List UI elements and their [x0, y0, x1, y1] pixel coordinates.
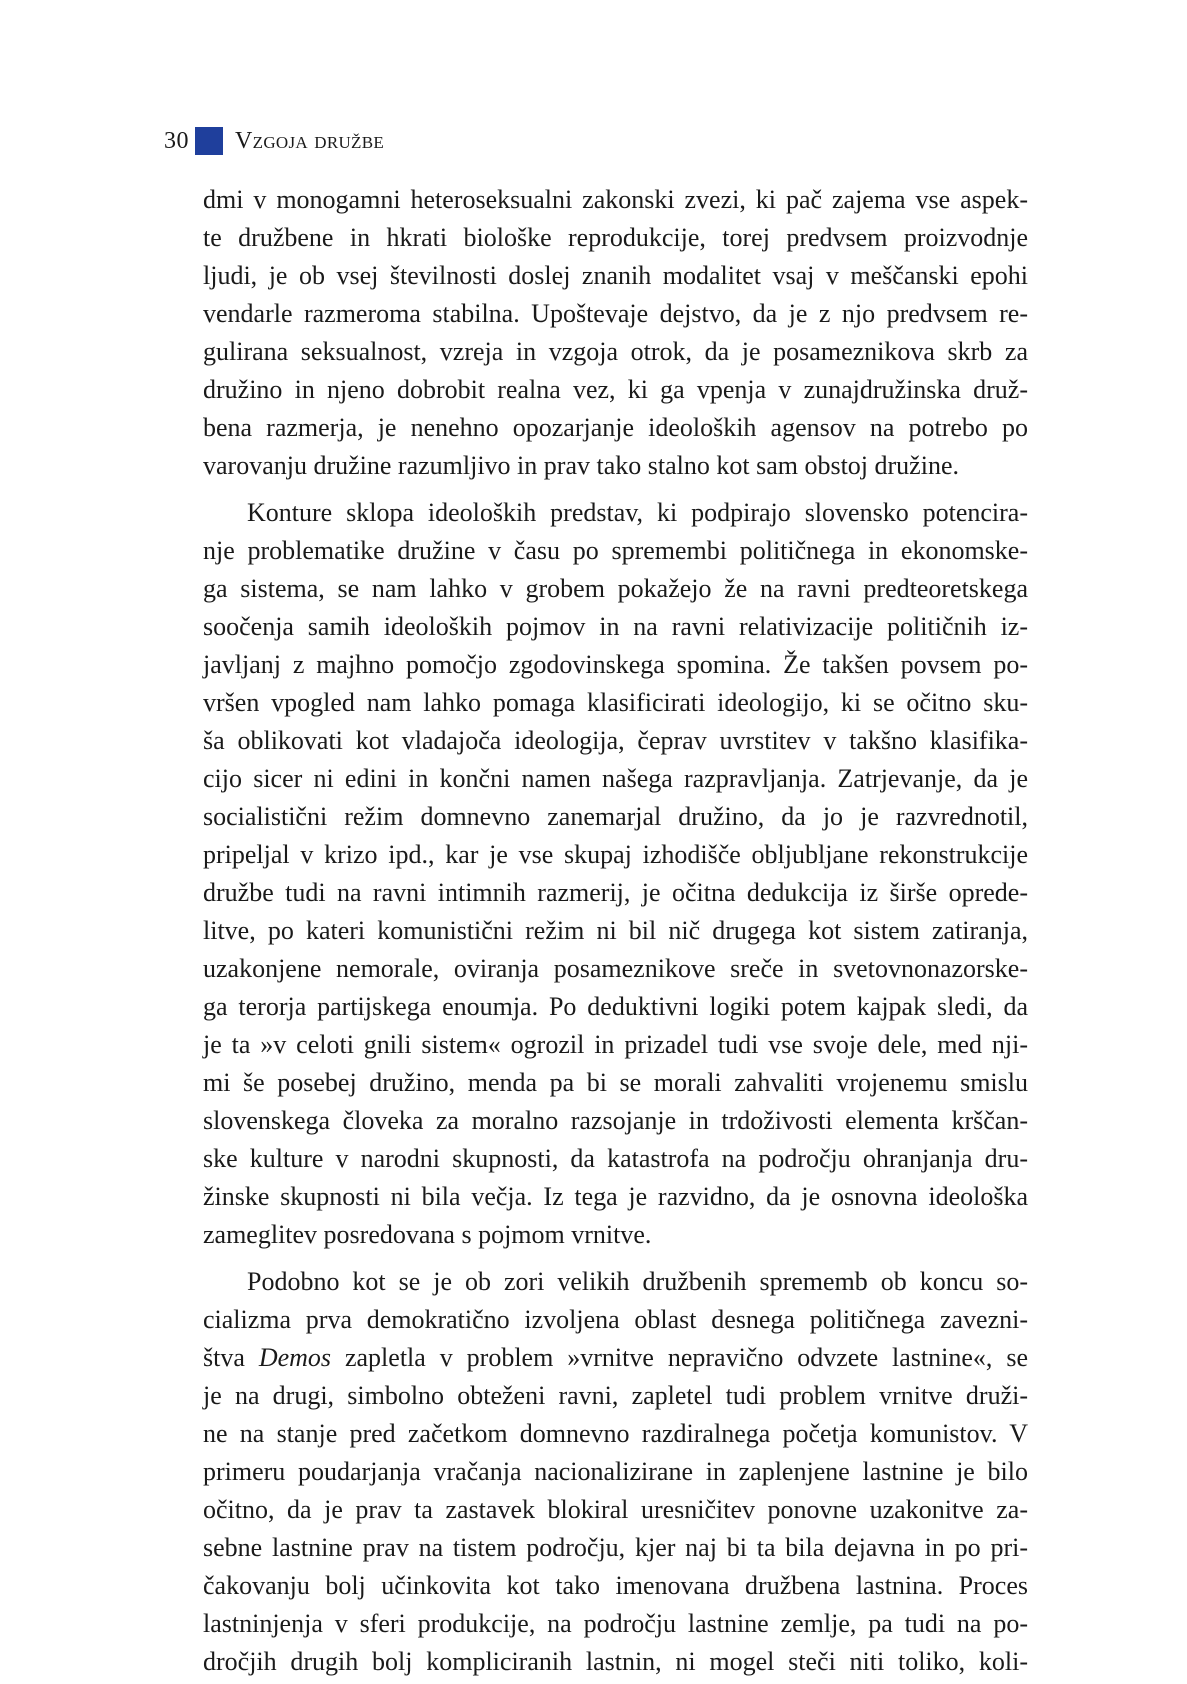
text-line: družbe tudi na ravni intimnih razmerij, je očitna dedukcija iz širše opredе- — [203, 878, 1028, 907]
text-line: štva Demos zapletla v problem »vrnitve nepravično odvzete lastnine«, se — [203, 1343, 1029, 1372]
text-line: očitno, da je prav ta zastavek blokiral uresničitev ponovne uzakonitve za- — [203, 1495, 1028, 1524]
text-line: dmi v monogamni heteroseksualni zakonski zvezi, ki pač zajema vse aspek- — [203, 185, 1028, 214]
text-line: gulirana seksualnost, vzreja in vzgoja otrok, da je posameznikova skrb za — [203, 337, 1028, 366]
text-line: ne na stanje pred začetkom domnevno razdiralnega početja komunistov. V — [203, 1419, 1028, 1448]
text-line: primeru poudarjanja vračanja nacionalizirane in zaplenjene lastnine je bilo — [203, 1457, 1028, 1486]
text-line: Podobno kot se je ob zori velikih družbenih sprememb ob koncu so- — [247, 1267, 1028, 1296]
text-line: ša oblikovati kot vladajoča ideologija, čeprav uvrstitev v takšno klasifika- — [203, 726, 1028, 755]
paragraph-gap — [203, 1254, 1028, 1263]
text-line: vršen vpogled nam lahko pomaga klasificirati ideologijo, ki se očitno sku- — [203, 688, 1028, 717]
text-line: pripeljal v krizo ipd., kar je vse skupaj izhodišče obljubljane rekonstrukcije — [203, 840, 1028, 869]
text-line: lastninjenja v sferi produkcije, na področju lastnine zemlje, pa tudi na po- — [203, 1609, 1028, 1638]
italic-term: Demos — [258, 1343, 332, 1372]
text-line: varovanju družine razumljivo in prav tako stalno kot sam obstoj družine. — [203, 451, 959, 480]
text-line: nje problematike družine v času po spremembi političnega in ekonomske- — [203, 536, 1028, 565]
text-line: socialistični režim domnevno zanemarjal družino, da jo je razvrednotil, — [203, 802, 1028, 831]
text-line: te družbene in hkrati biološke reprodukcije, torej predvsem proizvodnje — [203, 223, 1028, 252]
text-line: ljudi, je ob vsej številnosti doslej znanih modalitet vsaj v meščanski epohi — [203, 261, 1028, 290]
text-line: soočenja samih ideoloških pojmov in na ravni relativizacije političnih iz- — [203, 612, 1028, 641]
text-line: litve, po kateri komunistični režim ni bil nič drugega kot sistem zatiranja, — [203, 916, 1028, 945]
text-line: sebne lastnine prav na tistem področju, kjer naj bi ta bila dejavna in po pri- — [203, 1533, 1028, 1562]
running-title: Vzgoja družbe — [235, 128, 385, 154]
text-line: cializma prva demokratično izvoljena oblast desnega političnega zavezni- — [203, 1305, 1028, 1334]
text-line: čakovanju bolj učinkovita kot tako imenovana družbena lastnina. Proces — [203, 1571, 1028, 1600]
paragraph — [203, 1263, 1028, 1681]
text-line: Konture sklopa ideoloških predstav, ki podpirajo slovensko potencira- — [247, 498, 1028, 527]
page-header — [164, 126, 384, 156]
paragraph-gap — [203, 485, 1028, 494]
text-line: bena razmerja, je nenehno opozarjanje ideoloških agensov na potrebo po — [203, 413, 1028, 442]
body-text — [203, 181, 1028, 1681]
text-line: ske kulture v narodni skupnosti, da katastrofa na področju ohranjanja dru- — [203, 1144, 1028, 1173]
text-line: družino in njeno dobrobit realna vez, ki ga vpenja v zunajdružinska druž- — [203, 375, 1028, 404]
text-line: javljanj z majhno pomočjo zgodovinskega spomina. Že takšen povsem po- — [203, 650, 1028, 679]
text-line: je na drugi, simbolno obteženi ravni, zapletel tudi problem vrnitve druži- — [203, 1381, 1028, 1410]
text-line: mi še posebej družino, menda pa bi se morali zahvaliti vrojenemu smislu — [203, 1068, 1028, 1097]
text-line: žinske skupnosti ni bila večja. Iz tega je razvidno, da je osnovna ideološka — [203, 1182, 1028, 1211]
text-line: slovenskega človeka za moralno razsojanje in trdoživosti elementa krščan- — [203, 1106, 1028, 1135]
text-line: ga sistema, se nam lahko v grobem pokažejo že na ravni predteoretskega — [203, 574, 1028, 603]
paragraph — [203, 494, 1028, 1254]
text-line: zameglitev posredovana s pojmom vrnitve. — [203, 1220, 652, 1249]
text-line: ga terorja partijskega enoumja. Po deduktivni logiki potem kajpak sledi, da — [203, 992, 1028, 1021]
paragraph — [203, 181, 1028, 485]
text-line: uzakonjene nemorale, oviranja posameznikove sreče in svetovnonazorske- — [203, 954, 1028, 983]
text-line: cijo sicer ni edini in končni namen našega razpravljanja. Zatrjevanje, da je — [203, 764, 1028, 793]
page-number: 30 — [164, 128, 189, 154]
header-square-mark — [195, 127, 223, 155]
text-line: dročjih drugih bolj kompliciranih lastnin, ni mogel steči niti toliko, koli- — [203, 1647, 1028, 1676]
text-line: vendarle razmeroma stabilna. Upoštevaje dejstvo, da je z njo predvsem re- — [203, 299, 1028, 328]
text-line: je ta »v celoti gnili sistem« ogrozil in prizadel tudi vse svoje dele, med nji- — [203, 1030, 1028, 1059]
